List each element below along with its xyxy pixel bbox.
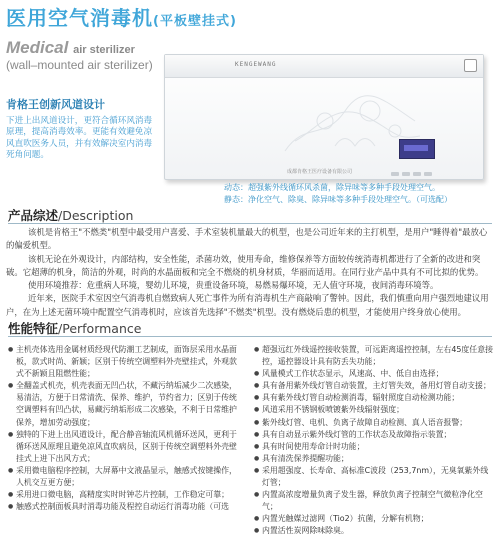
feature-item: ● 具有紫外线灯管自动检测消毒，辐射照度自动检测功能； [254, 392, 494, 404]
features-divider [8, 336, 492, 337]
title-en-sub: (wall–mounted air sterilizer) [6, 58, 153, 72]
feature-item: ● 采用超强度、长寿命、高标准C波段（253,7nm），无臭氧紫外线灯管； [254, 465, 494, 489]
overview-title [8, 206, 133, 224]
mode-dynamic: 动态：超强紫外线循环风杀菌，除异味等多种手段处理空气。 [224, 183, 440, 192]
intro-text: 下进上出风道设计，更符合循环风消毒原理，提高消毒效率。更能有效避免凉风直吹医务人员，并有效解决室内消毒死角问题。 [6, 116, 153, 161]
feature-item: ● 紫外线灯管、电机、负离子故障自动检测、真人语音报警； [254, 417, 494, 429]
feature-item: ● 具有自动显示紫外线灯管的工作状态及故障指示装置； [254, 429, 494, 441]
feature-item: ● 具有时间使用寿命计时功能； [254, 441, 494, 453]
feature-item: ● 内置活性炭网除味除臭。 [254, 525, 494, 537]
feature-item: ● 具有清洗保养提醒功能； [254, 453, 494, 465]
title-en-small: air sterilizer [73, 44, 135, 56]
features-title [8, 319, 141, 337]
features-left-list [8, 344, 240, 513]
overview-title-en: /Description [58, 208, 134, 223]
overview-divider [8, 223, 492, 224]
device-keypad [391, 161, 443, 167]
mode-static: 静态：净化空气、除臭、除异味等多种手段处理空气。（可选配） [224, 195, 452, 204]
overview-text [6, 226, 492, 319]
feature-item: ● 风道采用不锈钢板喷镀紫外线辐射强度； [254, 404, 494, 416]
device-maker: 成都肯格王医疗设备有限公司 [287, 169, 353, 175]
feature-item: ● 采用微电脑程序控制，大屏幕中文液晶显示，触感式按键操作，人机交互更方便； [8, 465, 240, 489]
power-icon [464, 59, 477, 72]
device-image [164, 54, 484, 180]
title-en-main: Medical [6, 38, 69, 57]
device-topbar [165, 55, 483, 78]
feature-item: ● 内置光触媒过滤网（Tio2）抗菌，分解有机物； [254, 513, 494, 525]
overview-paragraph: 使用环境推荐：危重病人环境，婴幼儿环境，贵重设备环境，易燃易爆环境，无人值守环境，夜间消毒环境等。 [28, 280, 439, 291]
features-right-list [254, 344, 494, 538]
title-zh: 医用空气消毒机 [6, 6, 153, 30]
feature-item: ● 超强远红外线遥控接收装置，可远距离遥控控制，左右45度任意接控，遥控器设计具有防丢失功能； [254, 344, 494, 368]
intro-heading: 肯格王创新风道设计 [6, 98, 105, 111]
feature-item: ● 采用进口微电脑，高精度实时时钟芯片控制，工作稳定可靠； [8, 489, 240, 501]
feature-item: ● 风量模式工作状态显示，风速高、中、低自由选择； [254, 368, 494, 380]
feature-item: ● 具有备用紫外线灯管自动装置，主灯管失效，备用灯管自动支援； [254, 380, 494, 392]
feature-item: ● 主机壳体选用金属材质经现代防潮工艺制成，面饰层采用水晶面板，款式时尚、新颖；区别于传统空调塑料外壳壁挂式，外观款式不新颖且阻燃性能； [8, 344, 240, 380]
device-brand: KENGEWANG [235, 61, 277, 68]
features-title-zh: 性能特征 [8, 321, 59, 336]
title-en [6, 38, 135, 58]
feature-item: ● 内置高浓度增量负离子发生器，释放负离子控制空气微粒净化空气； [254, 489, 494, 513]
overview-paragraph: 该机是肯格王"不燃类"机型中最受用户喜爱、手术室装机量最大的机型，也是公司近年来的主打机型，是用户"睡得着"最放心的偏爱机型。 [6, 227, 488, 251]
feature-item: ● 触感式控制面板具时消毒功能及程控自动运行消毒功能（可选 [8, 501, 240, 513]
overview-paragraph: 该机无论在外观设计，内部结构，安全性能，杀菌功效，使用寿命，维修保养等方面较传统消毒机都进行了全新的改进和突破。它超薄的机身，简洁的外观，时尚的水晶面板和完全不燃烧的机身材质，华丽而适用。在同行业产品中具有不可比拟的优势。 [6, 253, 484, 277]
feature-item: ● 全翻盖式机壳，机壳表面无凹凸状，不藏污纳垢减少二次感染，易清洁，方便于日常清洗、保养、维护，节约省力；区别于传统空调塑料有凹凸状，易藏污纳垢形成二次感染，不利于日常维护保养，增加劳动强度； [8, 380, 240, 428]
overview-title-zh: 产品综述 [8, 208, 59, 223]
page-title [6, 2, 237, 31]
features-title-en: /Performance [58, 321, 142, 336]
feature-item: ● 独特的下进上出风道设计，配合静音轴流风机循环送风，更利于循环送风原理且避免凉风直吹病员，区别于传统空调塑料外壳壁挂式上进下出风方式； [8, 429, 240, 465]
overview-paragraph: 近年来，医院手术室因空气消毒机自燃致病人死亡事件为所有消毒机生产商敲响了警钟。因此，我们慎重向用户强烈地建议用户，在为上述无菌环境中配置空气消毒机时，应该首先选择"不燃类"机型。没有燃烧后患的机型，才能使用户终身放心使用。 [6, 293, 489, 317]
lcd-screen [399, 139, 435, 159]
title-zh-suffix: (平板壁挂式) [153, 14, 237, 29]
